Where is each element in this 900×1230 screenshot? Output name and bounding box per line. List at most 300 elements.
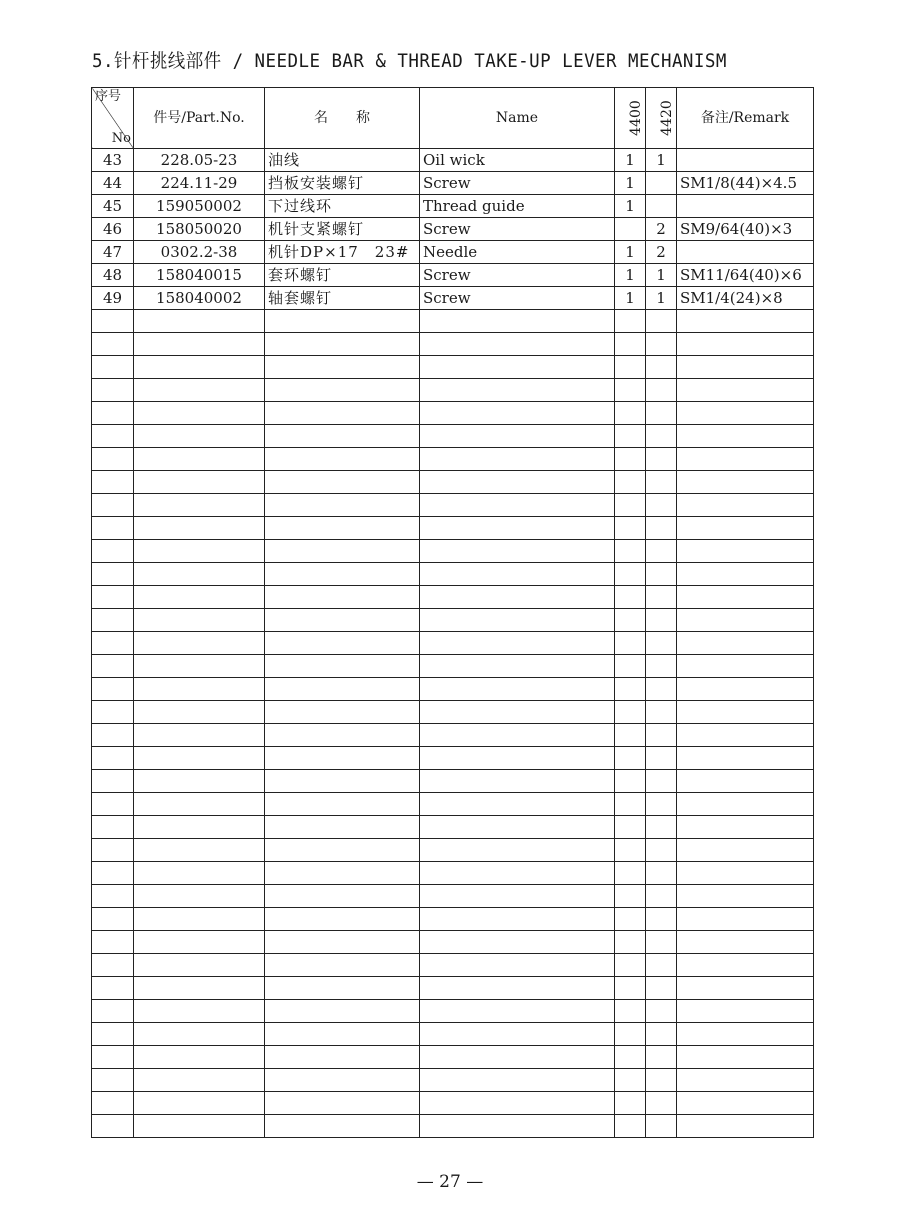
part-no-cell [134,862,265,885]
part-no-header: 件号/Part.No. [134,88,265,149]
qty-4400-cell [615,931,646,954]
remark-cell [677,1092,814,1115]
seq-cell [92,609,134,632]
name-en-cell [420,862,615,885]
qty-4420-cell [646,1023,677,1046]
remark-cell [677,195,814,218]
name-en-cell [420,1115,615,1138]
name-cn-cell [265,1092,420,1115]
seq-cell [92,885,134,908]
name-cn-cell [265,885,420,908]
qty-4420-cell [646,655,677,678]
name-en-cell [420,724,615,747]
part-no-cell [134,563,265,586]
table-row [92,1115,814,1138]
qty-4400-cell [615,632,646,655]
part-no-cell [134,793,265,816]
table-row [92,149,814,172]
name-en-cell [420,977,615,1000]
name-cn-cell [265,1000,420,1023]
qty-4400-cell: 1 [615,195,646,218]
seq-cell [92,425,134,448]
name-en-cell [420,333,615,356]
table-row [92,494,814,517]
qty-4400-cell [615,770,646,793]
name-en-cell [420,1069,615,1092]
name-cn-cell [265,908,420,931]
part-no-cell [134,1046,265,1069]
qty-4400-cell [615,425,646,448]
remark-cell: SM9/64(40)×3 [677,218,814,241]
table-row [92,908,814,931]
name-cn-cell: 机针支紧螺钉 [265,218,420,241]
name-cn-cell [265,747,420,770]
part-no-cell [134,816,265,839]
name-en-cell [420,931,615,954]
remark-cell [677,149,814,172]
part-no-cell [134,356,265,379]
part-no-cell [134,586,265,609]
name-cn-cell [265,931,420,954]
name-en-cell [420,793,615,816]
remark-cell [677,954,814,977]
name-en-cell [420,402,615,425]
part-no-cell [134,471,265,494]
table-header-row [92,88,814,149]
remark-cell [677,655,814,678]
table-row [92,1000,814,1023]
remark-cell [677,471,814,494]
name-cn-cell [265,770,420,793]
qty-4400-cell [615,678,646,701]
qty-4420-cell [646,793,677,816]
qty-4400-cell [615,862,646,885]
qty-4400-cell: 1 [615,241,646,264]
remark-cell [677,724,814,747]
name-en-cell: Needle [420,241,615,264]
name-cn-cell [265,1115,420,1138]
seq-cell: 46 [92,218,134,241]
part-no-cell [134,310,265,333]
seq-cell [92,494,134,517]
name-cn-cell [265,724,420,747]
name-en-cell [420,609,615,632]
qty-4420-cell [646,517,677,540]
qty-4400-cell [615,1023,646,1046]
qty-4420-cell: 1 [646,149,677,172]
remark-cell: SM1/8(44)×4.5 [677,172,814,195]
table-row [92,701,814,724]
remark-cell [677,563,814,586]
name-en-cell [420,747,615,770]
part-no-cell [134,333,265,356]
part-no-cell [134,977,265,1000]
qty-4400-cell [615,908,646,931]
name-en-cell: Oil wick [420,149,615,172]
qty-4400-cell: 1 [615,149,646,172]
qty-4400-cell [615,1069,646,1092]
qty-4400-cell [615,218,646,241]
table-row [92,1069,814,1092]
table-row [92,379,814,402]
qty-4420-cell [646,747,677,770]
qty-4420-cell [646,333,677,356]
seq-cell [92,448,134,471]
qty-4420-cell [646,839,677,862]
table-row [92,770,814,793]
seq-cell [92,471,134,494]
model-4420-header [646,88,677,149]
name-en-cell [420,1092,615,1115]
name-en-cell [420,356,615,379]
table-row [92,402,814,425]
seq-header-cn: 序号 [95,89,122,104]
part-no-cell [134,885,265,908]
part-no-cell [134,632,265,655]
part-no-cell: 224.11-29 [134,172,265,195]
seq-cell [92,908,134,931]
seq-cell [92,402,134,425]
qty-4400-cell [615,839,646,862]
name-en-cell: Screw [420,264,615,287]
seq-cell [92,540,134,563]
part-no-cell [134,954,265,977]
seq-cell [92,655,134,678]
seq-cell [92,356,134,379]
qty-4420-cell [646,1000,677,1023]
parts-table [91,87,814,1138]
qty-4400-cell [615,586,646,609]
qty-4420-cell: 2 [646,218,677,241]
qty-4400-cell [615,563,646,586]
table-row [92,471,814,494]
name-cn-cell [265,540,420,563]
remark-cell [677,379,814,402]
table-row [92,218,814,241]
qty-4400-cell [615,1115,646,1138]
name-en-cell: Thread guide [420,195,615,218]
qty-4420-cell [646,425,677,448]
name-cn-cell [265,678,420,701]
parts-table-body [92,149,814,1138]
seq-cell [92,747,134,770]
seq-header-en: No [111,131,131,146]
name-cn-cell [265,379,420,402]
part-no-cell: 159050002 [134,195,265,218]
remark-cell [677,1046,814,1069]
part-no-cell [134,839,265,862]
qty-4400-cell: 1 [615,287,646,310]
seq-cell: 45 [92,195,134,218]
remark-cell [677,609,814,632]
qty-4420-cell [646,540,677,563]
table-row [92,885,814,908]
qty-4420-cell [646,724,677,747]
table-row [92,678,814,701]
seq-cell [92,678,134,701]
name-en-cell: Screw [420,172,615,195]
name-cn-header: 名 称 [265,88,420,149]
table-row [92,264,814,287]
remark-cell [677,448,814,471]
part-no-cell: 0302.2-38 [134,241,265,264]
name-cn-cell [265,448,420,471]
table-row [92,517,814,540]
qty-4420-cell [646,931,677,954]
name-en-cell [420,770,615,793]
name-cn-cell [265,563,420,586]
qty-4400-cell [615,747,646,770]
seq-cell [92,379,134,402]
seq-cell [92,310,134,333]
name-cn-cell [265,402,420,425]
name-cn-cell [265,954,420,977]
part-no-cell [134,494,265,517]
table-row [92,632,814,655]
table-row [92,609,814,632]
remark-cell [677,1069,814,1092]
qty-4400-cell [615,724,646,747]
seq-cell [92,632,134,655]
qty-4420-cell [646,563,677,586]
remark-cell [677,839,814,862]
table-row [92,977,814,1000]
name-en-cell [420,908,615,931]
qty-4400-cell [615,977,646,1000]
remark-cell [677,816,814,839]
remark-cell: SM11/64(40)×6 [677,264,814,287]
remark-cell [677,885,814,908]
remark-cell [677,1000,814,1023]
name-en-cell [420,1023,615,1046]
name-en-cell [420,678,615,701]
remark-cell [677,793,814,816]
qty-4400-cell [615,816,646,839]
qty-4400-cell [615,793,646,816]
name-cn-cell [265,471,420,494]
name-cn-cell [265,356,420,379]
remark-cell [677,701,814,724]
seq-cell [92,724,134,747]
remark-cell [677,862,814,885]
name-en-cell [420,448,615,471]
model-4420-label: 4420 [658,100,675,136]
qty-4420-cell [646,471,677,494]
qty-4400-cell [615,494,646,517]
page-title: 5.针杆挑线部件 / NEEDLE BAR & THREAD TAKE-UP LEVER MECHANISM [92,50,727,72]
remark-cell [677,1023,814,1046]
qty-4420-cell [646,701,677,724]
table-row [92,356,814,379]
part-no-cell [134,517,265,540]
part-no-cell [134,1069,265,1092]
name-en-cell [420,701,615,724]
qty-4400-cell [615,356,646,379]
model-4400-header [615,88,646,149]
seq-cell [92,1069,134,1092]
qty-4400-cell [615,517,646,540]
qty-4400-cell [615,701,646,724]
part-no-cell [134,609,265,632]
seq-cell [92,977,134,1000]
name-cn-cell: 轴套螺钉 [265,287,420,310]
seq-cell [92,931,134,954]
remark-cell [677,1115,814,1138]
remark-cell [677,517,814,540]
remark-cell [677,540,814,563]
remark-cell [677,770,814,793]
qty-4420-cell [646,586,677,609]
part-no-cell [134,448,265,471]
remark-cell [677,310,814,333]
seq-cell [92,517,134,540]
name-cn-cell [265,793,420,816]
part-no-cell [134,379,265,402]
qty-4420-cell [646,977,677,1000]
table-row [92,241,814,264]
seq-cell: 47 [92,241,134,264]
qty-4420-cell [646,195,677,218]
name-en-cell [420,425,615,448]
table-row [92,586,814,609]
qty-4420-cell [646,172,677,195]
name-cn-cell [265,977,420,1000]
seq-cell [92,1000,134,1023]
name-cn-cell [265,310,420,333]
qty-4420-cell [646,609,677,632]
name-cn-cell [265,333,420,356]
qty-4400-cell [615,379,646,402]
part-no-cell [134,402,265,425]
name-en-cell [420,1000,615,1023]
model-4400-label: 4400 [627,100,644,136]
qty-4420-cell [646,402,677,425]
part-no-cell [134,747,265,770]
part-no-cell [134,655,265,678]
qty-4420-cell [646,356,677,379]
seq-cell [92,1046,134,1069]
name-cn-cell [265,839,420,862]
table-row [92,747,814,770]
remark-cell [677,931,814,954]
name-cn-cell [265,1069,420,1092]
name-en-cell [420,471,615,494]
qty-4420-cell [646,494,677,517]
qty-4420-cell: 1 [646,287,677,310]
name-cn-cell [265,425,420,448]
seq-header [92,88,134,149]
table-row [92,540,814,563]
part-no-cell [134,540,265,563]
name-cn-cell [265,1023,420,1046]
table-row [92,563,814,586]
name-cn-cell: 下过线环 [265,195,420,218]
seq-cell [92,954,134,977]
part-no-cell [134,770,265,793]
remark-cell [677,632,814,655]
table-row [92,448,814,471]
remark-header: 备注/Remark [677,88,814,149]
qty-4400-cell [615,655,646,678]
qty-4400-cell [615,402,646,425]
qty-4400-cell [615,1046,646,1069]
qty-4420-cell [646,1115,677,1138]
table-row [92,1092,814,1115]
name-cn-cell [265,586,420,609]
table-row [92,816,814,839]
qty-4400-cell [615,609,646,632]
part-no-cell [134,931,265,954]
remark-cell [677,402,814,425]
name-en-cell [420,885,615,908]
seq-cell [92,701,134,724]
seq-cell: 43 [92,149,134,172]
name-cn-cell [265,517,420,540]
qty-4420-cell [646,954,677,977]
seq-cell: 48 [92,264,134,287]
qty-4420-cell [646,1046,677,1069]
name-en-cell [420,839,615,862]
remark-cell [677,356,814,379]
table-row [92,310,814,333]
table-row [92,839,814,862]
part-no-cell [134,908,265,931]
name-cn-cell: 套环螺钉 [265,264,420,287]
name-en-cell [420,517,615,540]
qty-4400-cell [615,448,646,471]
name-cn-cell [265,632,420,655]
qty-4400-cell [615,1000,646,1023]
remark-cell: SM1/4(24)×8 [677,287,814,310]
table-row [92,172,814,195]
name-cn-cell: 挡板安装螺钉 [265,172,420,195]
seq-cell [92,770,134,793]
remark-cell [677,425,814,448]
name-cn-cell [265,816,420,839]
qty-4420-cell [646,816,677,839]
name-en-cell [420,379,615,402]
name-en-cell [420,310,615,333]
part-no-cell: 158050020 [134,218,265,241]
name-en-cell [420,655,615,678]
seq-cell [92,1115,134,1138]
qty-4400-cell [615,333,646,356]
seq-cell [92,333,134,356]
qty-4420-cell: 1 [646,264,677,287]
qty-4420-cell [646,379,677,402]
qty-4420-cell [646,908,677,931]
name-en-cell: Screw [420,287,615,310]
name-cn-cell [265,1046,420,1069]
remark-cell [677,586,814,609]
seq-cell: 49 [92,287,134,310]
table-row [92,195,814,218]
name-en-cell [420,540,615,563]
qty-4400-cell: 1 [615,264,646,287]
name-en-cell [420,494,615,517]
qty-4400-cell [615,954,646,977]
name-cn-cell [265,655,420,678]
name-cn-cell [265,862,420,885]
seq-cell [92,1092,134,1115]
table-row [92,425,814,448]
name-cn-cell [265,609,420,632]
qty-4420-cell [646,862,677,885]
page-number: — 27 — [416,1172,484,1192]
seq-cell [92,839,134,862]
qty-4420-cell [646,1069,677,1092]
part-no-cell [134,1023,265,1046]
